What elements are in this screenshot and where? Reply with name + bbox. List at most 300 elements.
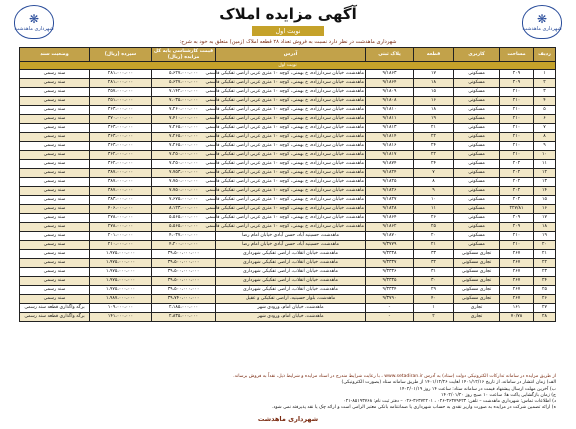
header-address: آدرس xyxy=(216,48,366,62)
cell-area: ۲۱۰ xyxy=(500,241,534,250)
cell-area: ۲۱۰ xyxy=(500,133,534,142)
cell-area: ۲۱۰ xyxy=(500,106,534,115)
note-line: ب) آخرین مهلت ارسال پیشنهاد قیمت در سامانه ستاد: ساعت ۱۴ روز ۱۴۰۲/۰۱/۱۹ xyxy=(399,386,556,392)
cell-area: ۲۶۷ xyxy=(500,268,534,277)
cell-row-number: ۹ xyxy=(534,142,556,151)
cell-deposit: ۳۶۳،۰۰۰،۰۰۰ xyxy=(90,142,152,151)
cell-deed-status: سند رسمی xyxy=(20,205,90,214)
cell-deposit: ۲۷۸،۰۰۰،۰۰۰ xyxy=(90,223,152,232)
cell-registry-plate: ۹/۳۳۳۶ xyxy=(366,268,414,277)
cell-base-price: ۴،۲۰۰،۰۰۰،۰۰۰ xyxy=(152,241,216,250)
cell-usage: تجاری مسکونی xyxy=(454,259,500,268)
cell-area: ۲۰۲ xyxy=(500,160,534,169)
table-header-row xyxy=(20,48,556,62)
cell-registry-plate: ۹/۱۸۱۷ xyxy=(366,151,414,160)
cell-base-price: ۳۹،۵۰۰،۰۰۰،۰۰۰ xyxy=(152,268,216,277)
cell-row-number: ۱۱ xyxy=(534,160,556,169)
cell-area: ۲۱۰ xyxy=(500,88,534,97)
cell-base-price: ۷،۶۷۵،۰۰۰،۰۰۰ xyxy=(152,196,216,205)
cell-address: ماهدشت، حسینیه آباد، حسن آبادی خیابان امام رضا xyxy=(216,241,366,250)
table-row xyxy=(20,241,556,250)
cell-deed-status: سند رسمی xyxy=(20,295,90,304)
cell-lot: ۳۱ xyxy=(414,268,454,277)
cell-lot: ۱۵ xyxy=(414,88,454,97)
ad-header xyxy=(0,3,576,41)
cell-base-price: ۴،۰۳۷،۰۰۰،۰۰۰ xyxy=(152,232,216,241)
section-row xyxy=(20,62,556,70)
cell-row-number: ۲۱ xyxy=(534,250,556,259)
cell-lot: ۱ xyxy=(414,304,454,313)
table-row xyxy=(20,259,556,268)
cell-area: ۲۱۰ xyxy=(500,232,534,241)
cell-usage: مسکونی xyxy=(454,214,500,223)
cell-address: ماهدشت، خیابان سردارزاده، خ بهمنی، کوچه ۱۰ متری غربی اراضی تفکیکی قاسمی xyxy=(216,115,366,124)
cell-base-price: ۳۹،۵۰۰،۰۰۰،۰۰۰ xyxy=(152,250,216,259)
cell-area: ۲۱۰ xyxy=(500,142,534,151)
table-row xyxy=(20,295,556,304)
cell-area: ۲۱۰ xyxy=(500,115,534,124)
cell-base-price: ۷،۷۵۰،۰۰۰،۰۰۰ xyxy=(152,178,216,187)
cell-row-number: ۲۰ xyxy=(534,241,556,250)
cell-address: ماهدشت، خیابان سردارزاده، خ بهمنی، کوچه ۱۰ متری غربی اراضی تفکیکی قاسمی xyxy=(216,223,366,232)
municipality-logo xyxy=(522,5,562,39)
cell-lot: ۸ xyxy=(414,178,454,187)
cell-area: ۲۰۹ xyxy=(500,223,534,232)
cell-deed-status: سند رسمی xyxy=(20,79,90,88)
cell-area: ۲۰۹ xyxy=(500,79,534,88)
cell-usage: مسکونی xyxy=(454,106,500,115)
cell-base-price: ۷،۲۶۵،۰۰۰،۰۰۰ xyxy=(152,124,216,133)
cell-area: ۲۱۰ xyxy=(500,151,534,160)
cell-address: ماهدشت، خیابان انقلاب، اراضی تفکیکی شهرداری xyxy=(216,277,366,286)
cell-deed-status: سند رسمی xyxy=(20,232,90,241)
cell-base-price: ۷،۲۶۰،۰۰۰،۰۰۰ xyxy=(152,106,216,115)
table-row xyxy=(20,97,556,106)
cell-deed-status: سند رسمی xyxy=(20,286,90,295)
table-row xyxy=(20,133,556,142)
cell-address: ماهدشت، خیابان امام، ورودی شهر xyxy=(216,313,366,322)
cell-lot: ۲۰ xyxy=(414,232,454,241)
cell-address: ماهدشت، خیابان سردارزاده، خ بهمنی، کوچه ۱۰ متری غربی اراضی تفکیکی قاسمی xyxy=(216,79,366,88)
cell-usage: مسکونی xyxy=(454,88,500,97)
cell-registry-plate: ۹/۳۳۳۵ xyxy=(366,277,414,286)
header-base-price: قیمت کارشناسی پایه کل مزایده (ریال) xyxy=(152,48,216,62)
cell-area: ۲۶۷ xyxy=(500,250,534,259)
cell-lot: ۱۷ xyxy=(414,70,454,79)
table-row xyxy=(20,223,556,232)
cell-usage: مسکونی xyxy=(454,142,500,151)
note-line: ه) ارائه تضمین شرکت در مزایده به صورت واریز نقدی به حساب شهرداری یا ضمانتنامه بانکی معتبر الزامی است و ارائه چک یا نقد پذیرفته نمی شود. xyxy=(271,405,556,411)
cell-row-number: ۳ xyxy=(534,88,556,97)
cell-lot: ۱۱ xyxy=(414,205,454,214)
cell-address: ماهدشت، خیابان سردارزاده، خ بهمنی، کوچه ۱۰ متری غربی اراضی تفکیکی قاسمی xyxy=(216,196,366,205)
cell-row-number: ۸ xyxy=(534,133,556,142)
cell-usage: مسکونی xyxy=(454,115,500,124)
cell-deed-status: سند رسمی xyxy=(20,88,90,97)
table-row xyxy=(20,196,556,205)
cell-usage: مسکونی xyxy=(454,169,500,178)
cell-address: ماهدشت، خیابان انقلاب، اراضی تفکیکی شهرداری xyxy=(216,250,366,259)
cell-address: ماهدشت، خیابان امام، ورودی شهر xyxy=(216,304,366,313)
cell-address: ماهدشت، خیابان سردارزاده، خ بهمنی، کوچه ۱۰ متری غربی اراضی تفکیکی قاسمی xyxy=(216,205,366,214)
cell-deposit: ۳۸۷،۰۰۰،۰۰۰ xyxy=(90,178,152,187)
cell-usage: تجاری xyxy=(454,313,500,322)
cell-base-price: ۷،۰۳۵،۰۰۰،۰۰۰ xyxy=(152,97,216,106)
cell-row-number: ۱۴ xyxy=(534,187,556,196)
logo-label: شهرداری ماهدشت xyxy=(522,26,562,32)
cell-row-number: ۲۸ xyxy=(534,313,556,322)
cell-registry-plate: ۹/۱۸۰۹ xyxy=(366,88,414,97)
cell-address: ماهدشت، خیابان سردارزاده، خ بهمنی، کوچه ۱۰ متری غربی اراضی تفکیکی قاسمی xyxy=(216,133,366,142)
header-registry-plate: پلاک ثبتی xyxy=(366,48,414,62)
table-row xyxy=(20,106,556,115)
header-usage: کاربری xyxy=(454,48,500,62)
note-line: از طریق مزایده در سامانه تدارکات الکترونیکی دولت (ستاد) به آدرس www.setadiran.ir ، با رعایت شرایط مندرج در اسناد مزایده و شرایط ذیل، نقداً به فروش برساند. xyxy=(233,374,556,379)
cell-address: ماهدشت، خیابان سردارزاده، خ بهمنی، کوچه ۱۰ متری غربی اراضی تفکیکی قاسمی xyxy=(216,160,366,169)
table-row xyxy=(20,286,556,295)
cell-address: ماهدشت، خیابان انقلاب، اراضی تفکیکی شهرداری xyxy=(216,286,366,295)
cell-area: ۱۶۱ xyxy=(500,304,534,313)
cell-deed-status: سند رسمی xyxy=(20,133,90,142)
cell-base-price: ۷،۷۵۳،۰۰۰،۰۰۰ xyxy=(152,169,216,178)
cell-base-price: ۳۹،۷۴۰،۰۰۰،۰۰۰ xyxy=(152,295,216,304)
cell-deed-status: سند رسمی xyxy=(20,259,90,268)
cell-lot: ۲۵ xyxy=(414,223,454,232)
cell-lot: ۱۸ xyxy=(414,79,454,88)
table-row xyxy=(20,277,556,286)
cell-address: ماهدشت، خیابان سردارزاده، خ بهمنی، کوچه ۱۰ متری غربی اراضی تفکیکی قاسمی xyxy=(216,169,366,178)
cell-address: ماهدشت، حسینیه آباد، حسن آبادی خیابان امام رضا xyxy=(216,232,366,241)
cell-usage: مسکونی xyxy=(454,70,500,79)
note-line: ج) زمان بازگشایی پاکت ها: ساعت ۱۰ صبح روز ۱۴۰۲/۰۱/۲۰ xyxy=(441,392,556,398)
cell-deed-status: سند رسمی xyxy=(20,106,90,115)
cell-deed-status: برگه واگذاری قطعه سند رسمی xyxy=(20,313,90,322)
cell-deposit: ۲۱۰،۰۰۰،۰۰۰ xyxy=(90,241,152,250)
header-deed-status: وضعیت سند xyxy=(20,48,90,62)
cell-lot: ۲۶ xyxy=(414,214,454,223)
cell-address: ماهدشت، خیابان سردارزاده، خ بهمنی، کوچه ۱۰ متری غربی اراضی تفکیکی قاسمی xyxy=(216,124,366,133)
cell-lot: ۷ xyxy=(414,169,454,178)
cell-usage: تجاری مسکونی xyxy=(454,295,500,304)
cell-registry-plate: ۹/۱۸۱۰ xyxy=(366,106,414,115)
cell-lot: ۱۶ xyxy=(414,97,454,106)
table-row xyxy=(20,124,556,133)
cell-base-price: ۲،۱۸۵،۰۰۰،۰۰۰ xyxy=(152,304,216,313)
cell-deposit: ۲۸۱،۰۰۰،۰۰۰ xyxy=(90,70,152,79)
cell-registry-plate: ۹/۱۸۲۸ xyxy=(366,205,414,214)
cell-usage: تجاری xyxy=(454,304,500,313)
cell-deed-status: سند رسمی xyxy=(20,241,90,250)
cell-deposit: ۳۷۰،۰۰۰،۰۰۰ xyxy=(90,115,152,124)
table-row xyxy=(20,232,556,241)
cell-usage: مسکونی xyxy=(454,160,500,169)
cell-area: ۲۱۰ xyxy=(500,97,534,106)
cell-row-number: ۲۶ xyxy=(534,295,556,304)
cell-base-price: ۳۹،۵۰۰،۰۰۰،۰۰۰ xyxy=(152,259,216,268)
cell-base-price: ۷،۷۵۰،۰۰۰،۰۰۰ xyxy=(152,187,216,196)
cell-deed-status: سند رسمی xyxy=(20,169,90,178)
cell-area: ۲۰۲ xyxy=(500,178,534,187)
cell-base-price: ۷،۱۴۲،۰۰۰،۰۰۰ xyxy=(152,88,216,97)
emblem-icon: ❋ xyxy=(28,12,40,26)
cell-deposit: ۲۰۱،۰۰۰،۰۰۰ xyxy=(90,232,152,241)
table-row xyxy=(20,187,556,196)
cell-deposit: ۳۸۳،۰۰۰،۰۰۰ xyxy=(90,196,152,205)
cell-deposit: ۳۵۱،۰۰۰،۰۰۰ xyxy=(90,97,152,106)
table-row xyxy=(20,313,556,322)
cell-deposit: ۳۸۷،۰۰۰،۰۰۰ xyxy=(90,187,152,196)
cell-deed-status: سند رسمی xyxy=(20,196,90,205)
cell-registry-plate: ۹/۱۸۲۷ xyxy=(366,196,414,205)
cell-deposit: ۳۶۲،۰۰۰،۰۰۰ xyxy=(90,160,152,169)
cell-row-number: ۱۹ xyxy=(534,232,556,241)
cell-base-price: ۷،۲۶۵،۰۰۰،۰۰۰ xyxy=(152,133,216,142)
table-row xyxy=(20,178,556,187)
cell-lot: ۲ xyxy=(414,313,454,322)
cell-row-number: ۲۲ xyxy=(534,259,556,268)
intro-text: شهرداری ماهدشت در نظر دارد نسبت به فروش تعداد ۲۸ قطعه املاک (زمین) متعلق به خود به شرح: xyxy=(179,39,397,45)
cell-row-number: ۲۵ xyxy=(534,286,556,295)
section-label: نوبت اول xyxy=(20,62,556,70)
cell-area: ۲۰۹ xyxy=(500,70,534,79)
cell-usage: مسکونی xyxy=(454,187,500,196)
cell-base-price: ۷،۴۱۰،۰۰۰،۰۰۰ xyxy=(152,115,216,124)
cell-registry-plate: ۹/۱۸۷۴ xyxy=(366,160,414,169)
cell-row-number: ۱۲ xyxy=(534,169,556,178)
cell-registry-plate: ۹/۱۸۶۳ xyxy=(366,70,414,79)
cell-deposit: ۱،۹۷۵،۰۰۰،۰۰۰ xyxy=(90,250,152,259)
cell-registry-plate: ۹/۱۸۶۴ xyxy=(366,214,414,223)
cell-address: ماهدشت، بلوار حسینیه، اراضی تفکیکی و عقیل xyxy=(216,295,366,304)
cell-row-number: ۲۷ xyxy=(534,304,556,313)
cell-address: ماهدشت، خیابان سردارزاده، خ بهمنی، کوچه ۱۰ متری غربی اراضی تفکیکی قاسمی xyxy=(216,214,366,223)
cell-registry-plate: ۹/۳۳۳۴ xyxy=(366,286,414,295)
cell-deed-status: سند رسمی xyxy=(20,115,90,124)
cell-area: ۲۶۷ xyxy=(500,277,534,286)
cell-address: ماهدشت، خیابان انقلاب، اراضی تفکیکی شهرداری xyxy=(216,268,366,277)
cell-row-number: ۲۳ xyxy=(534,268,556,277)
cell-deposit: ۳۶۳،۰۰۰،۰۰۰ xyxy=(90,106,152,115)
cell-lot: ۹ xyxy=(414,187,454,196)
cell-lot: ۳۰ xyxy=(414,277,454,286)
cell-row-number: ۵ xyxy=(534,106,556,115)
cell-registry-plate: ۹/۱۸۱۱ xyxy=(366,115,414,124)
cell-deposit: ۳۸۷،۰۰۰،۰۰۰ xyxy=(90,169,152,178)
cell-address: ماهدشت، خیابان سردارزاده، خ بهمنی، کوچه ۱۰ متری غربی اراضی تفکیکی قاسمی xyxy=(216,151,366,160)
cell-registry-plate: ۹/۱۸۱۶ xyxy=(366,142,414,151)
auction-table-wrap xyxy=(20,47,556,322)
cell-deed-status: برگه واگذاری قطعه سند رسمی xyxy=(20,304,90,313)
cell-lot: ۲۲ xyxy=(414,151,454,160)
table-row xyxy=(20,142,556,151)
cell-address: ماهدشت، خیابان سردارزاده، خ بهمنی، کوچه ۱۰ متری غربی اراضی تفکیکی قاسمی xyxy=(216,88,366,97)
cell-registry-plate: ۹/۱۸۲۵ xyxy=(366,178,414,187)
emblem-icon: ❋ xyxy=(536,12,548,26)
cell-usage: مسکونی xyxy=(454,241,500,250)
cell-usage: مسکونی xyxy=(454,79,500,88)
cell-registry-plate: - xyxy=(366,313,414,322)
cell-row-number: ۴ xyxy=(534,97,556,106)
cell-base-price: ۷،۲۵۰،۰۰۰،۰۰۰ xyxy=(152,160,216,169)
table-row xyxy=(20,268,556,277)
cell-deed-status: سند رسمی xyxy=(20,268,90,277)
cell-deposit: ۲۷۸،۰۰۰،۰۰۰ xyxy=(90,214,152,223)
cell-address: ماهدشت، خیابان سردارزاده، خ بهمنی، کوچه ۱۰ متری غربی اراضی تفکیکی قاسمی xyxy=(216,106,366,115)
cell-deed-status: سند رسمی xyxy=(20,124,90,133)
cell-deposit: ۱،۹۷۵،۰۰۰،۰۰۰ xyxy=(90,268,152,277)
cell-deposit: ۱۰۹،۰۰۰،۰۰۰ xyxy=(90,304,152,313)
cell-deed-status: سند رسمی xyxy=(20,187,90,196)
cell-base-price: ۵،۵۶۵،۰۰۰،۰۰۰ xyxy=(152,214,216,223)
cell-lot: ۱۹ xyxy=(414,115,454,124)
cell-deed-status: سند رسمی xyxy=(20,277,90,286)
cell-address: ماهدشت، خیابان سردارزاده، خ بهمنی، کوچه ۱۰ متری غربی اراضی تفکیکی قاسمی xyxy=(216,142,366,151)
cell-area: ۲۲۷/۸۱ xyxy=(500,205,534,214)
cell-registry-plate: ۹/۱۸۲۴ xyxy=(366,169,414,178)
cell-deed-status: سند رسمی xyxy=(20,70,90,79)
cell-base-price: ۵،۵۶۵،۰۰۰،۰۰۰ xyxy=(152,223,216,232)
cell-row-number: ۱۳ xyxy=(534,178,556,187)
table-row xyxy=(20,169,556,178)
cell-lot: ۳۳ xyxy=(414,250,454,259)
cell-usage: تجاری مسکونی xyxy=(454,277,500,286)
cell-registry-plate: ۹/۱۸۱۴ xyxy=(366,133,414,142)
cell-deed-status: سند رسمی xyxy=(20,97,90,106)
cell-address: ماهدشت، خیابان سردارزاده، خ بهمنی، کوچه ۱۰ متری غربی اراضی تفکیکی قاسمی xyxy=(216,70,366,79)
cell-base-price: ۳۹،۵۰۰،۰۰۰،۰۰۰ xyxy=(152,277,216,286)
table-row xyxy=(20,205,556,214)
cell-row-number: ۲۴ xyxy=(534,277,556,286)
cell-row-number: ۱۸ xyxy=(534,223,556,232)
cell-registry-plate: ۹/۳۷۷۹ xyxy=(366,241,414,250)
cell-lot: ۱۸ xyxy=(414,106,454,115)
cell-base-price: ۵،۶۲۷،۰۰۰،۰۰۰ xyxy=(152,79,216,88)
cell-usage: مسکونی xyxy=(454,133,500,142)
cell-deposit: ۲۸۱،۰۰۰،۰۰۰ xyxy=(90,79,152,88)
cell-deposit: ۳۵۷،۰۰۰،۰۰۰ xyxy=(90,88,152,97)
cell-deposit: ۱،۹۸۷،۰۰۰،۰۰۰ xyxy=(90,295,152,304)
cell-deed-status: سند رسمی xyxy=(20,160,90,169)
cell-usage: تجاری مسکونی xyxy=(454,286,500,295)
cell-area: ۷۰/۷۸ xyxy=(500,313,534,322)
note-line: الف) زمان انتشار در سامانه، از تاریخ ۱۴۰۱/۱۲/۱۶ لغایت ۱۴۰۱/۱۲/۲۶ از طریق سامانه ستاد (بصورت الکترونیکی) xyxy=(341,380,556,386)
cell-usage: مسکونی xyxy=(454,196,500,205)
cell-address: ماهدشت، خیابان سردارزاده، خ بهمنی، کوچه ۱۰ متری غربی اراضی تفکیکی قاسمی xyxy=(216,178,366,187)
cell-registry-plate: ۹/۳۷۹۰ xyxy=(366,295,414,304)
cell-lot: ۱۰ xyxy=(414,196,454,205)
footer-signature: شهرداری ماهدشت xyxy=(257,415,319,423)
table-row xyxy=(20,214,556,223)
table-row xyxy=(20,70,556,79)
cell-deposit: ۱،۹۷۵،۰۰۰،۰۰۰ xyxy=(90,277,152,286)
cell-row-number: ۱۵ xyxy=(534,196,556,205)
header-row-number: ردیف xyxy=(534,48,556,62)
cell-lot: ۳۲ xyxy=(414,259,454,268)
cell-area: ۲۰۲ xyxy=(500,187,534,196)
cell-deed-status: سند رسمی xyxy=(20,250,90,259)
header-lot: قطعه xyxy=(414,48,454,62)
cell-deed-status: سند رسمی xyxy=(20,214,90,223)
cell-deed-status: سند رسمی xyxy=(20,142,90,151)
cell-usage: مسکونی xyxy=(454,151,500,160)
cell-deed-status: سند رسمی xyxy=(20,223,90,232)
cell-base-price: ۵،۶۲۷،۰۰۰،۰۰۰ xyxy=(152,70,216,79)
cell-lot: ۴۰ xyxy=(414,295,454,304)
cell-address: ماهدشت، خیابان سردارزاده، خ بهمنی، کوچه ۱۰ متری غربی اراضی تفکیکی قاسمی xyxy=(216,97,366,106)
cell-base-price: ۷،۲۶۵،۰۰۰،۰۰۰ xyxy=(152,142,216,151)
cell-usage: مسکونی xyxy=(454,232,500,241)
table-row xyxy=(20,160,556,169)
cell-usage: تجاری مسکونی xyxy=(454,268,500,277)
cell-registry-plate: ۹/۱۸۲۶ xyxy=(366,187,414,196)
cell-deposit: ۳۶۲،۰۰۰،۰۰۰ xyxy=(90,151,152,160)
cell-deposit: ۱،۹۷۵،۰۰۰،۰۰۰ xyxy=(90,286,152,295)
table-row xyxy=(20,250,556,259)
cell-registry-plate: ۹/۱۸۶۲ xyxy=(366,223,414,232)
cell-lot: ۲۹ xyxy=(414,286,454,295)
cell-area: ۲۰۲ xyxy=(500,196,534,205)
logo-label: شهرداری ماهدشت xyxy=(14,26,54,32)
cell-base-price: ۸،۱۲۳،۰۰۰،۰۰۰ xyxy=(152,205,216,214)
cell-registry-plate: ۹/۱۸۰۸ xyxy=(366,97,414,106)
notes-section xyxy=(20,374,556,412)
ad-subtitle: نوبت اول xyxy=(252,26,324,36)
cell-row-number: ۶ xyxy=(534,115,556,124)
cell-lot: ۲۱ xyxy=(414,124,454,133)
cell-area: ۲۱۰ xyxy=(500,124,534,133)
cell-usage: مسکونی xyxy=(454,97,500,106)
table-row xyxy=(20,79,556,88)
header-deposit: سپرده (ریال) xyxy=(90,48,152,62)
cell-row-number: ۷ xyxy=(534,124,556,133)
cell-usage: تجاری مسکونی xyxy=(454,250,500,259)
cell-deposit: ۳۶۳،۰۰۰،۰۰۰ xyxy=(90,124,152,133)
cell-deed-status: سند رسمی xyxy=(20,151,90,160)
cell-row-number: ۱۷ xyxy=(534,214,556,223)
cell-registry-plate: ۹/۱۸۷۰ xyxy=(366,232,414,241)
table-body xyxy=(20,62,556,322)
cell-registry-plate: ۹/۳۳۳۸ xyxy=(366,250,414,259)
cell-registry-plate: - xyxy=(366,304,414,313)
cell-usage: مسکونی xyxy=(454,205,500,214)
cell-base-price: ۳۹،۵۰۰،۰۰۰،۰۰۰ xyxy=(152,286,216,295)
cell-usage: مسکونی xyxy=(454,124,500,133)
cell-lot: ۲۲ xyxy=(414,133,454,142)
cell-lot: ۲۱ xyxy=(414,241,454,250)
ad-title: آگهی مزایده املاک xyxy=(219,5,357,23)
cell-lot: ۲۴ xyxy=(414,160,454,169)
cell-area: ۲۰۹ xyxy=(500,214,534,223)
cell-base-price: ۷،۲۵۰،۰۰۰،۰۰۰ xyxy=(152,151,216,160)
cell-address: ماهدشت، خیابان سردارزاده، خ بهمنی، کوچه ۱۰ متری غربی اراضی تفکیکی قاسمی xyxy=(216,187,366,196)
cell-deposit: ۳۶۳،۰۰۰،۰۰۰ xyxy=(90,133,152,142)
cell-area: ۲۶۷ xyxy=(500,259,534,268)
cell-lot: ۲۴ xyxy=(414,142,454,151)
cell-row-number: ۱۰ xyxy=(534,151,556,160)
cell-area: ۲۶۷ xyxy=(500,286,534,295)
header-area: مساحت xyxy=(500,48,534,62)
cell-registry-plate: ۹/۱۸۱۳ xyxy=(366,124,414,133)
cell-area: ۲۰۲ xyxy=(500,169,534,178)
cell-row-number: ۲ xyxy=(534,79,556,88)
cell-row-number: ۱ xyxy=(534,70,556,79)
cell-address: ماهدشت، خیابان انقلاب، اراضی تفکیکی شهرداری xyxy=(216,259,366,268)
cell-deed-status: سند رسمی xyxy=(20,178,90,187)
cell-usage: مسکونی xyxy=(454,223,500,232)
municipality-logo-left xyxy=(14,5,54,39)
cell-base-price: ۲،۸۳۵،۰۰۰،۰۰۰ xyxy=(152,313,216,322)
cell-deposit: ۴۰۶،۰۰۰،۰۰۰ xyxy=(90,205,152,214)
